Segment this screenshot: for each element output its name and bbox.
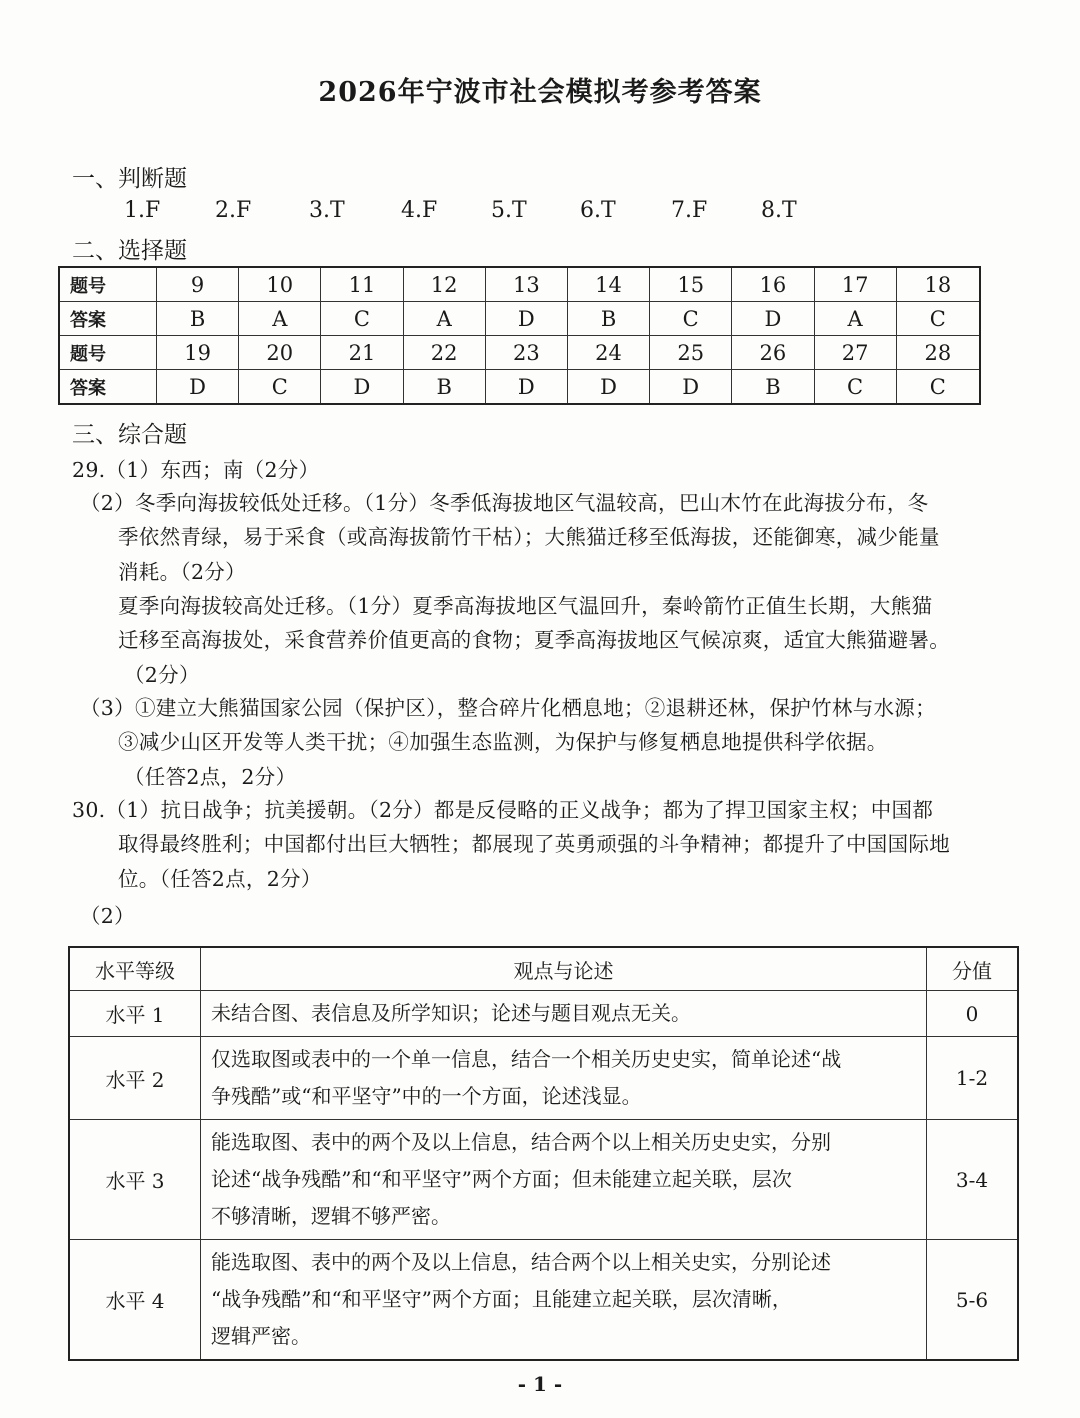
table-cell: D <box>567 370 649 405</box>
answer-line: （2） <box>80 904 135 928</box>
table-row <box>69 1240 1018 1361</box>
table-cell: 22 <box>403 336 485 370</box>
table-cell: 19 <box>157 336 239 370</box>
table-row <box>59 267 980 302</box>
description-line: 仅选取图或表中的一个单一信息，结合一个相关历史史实，简单论述“战 <box>211 1047 842 1071</box>
table-cell: D <box>650 370 732 405</box>
table-cell: A <box>403 302 485 336</box>
level-cell: 水平 4 <box>69 1240 201 1361</box>
table-cell: 12 <box>403 267 485 302</box>
table-cell: 25 <box>650 336 732 370</box>
description-line: 论述“战争残酷”和“和平坚守”两个方面；但未能建立起关联，层次 <box>211 1167 792 1191</box>
table-cell: 27 <box>814 336 896 370</box>
description-line: 未结合图、表信息及所学知识；论述与题目观点无关。 <box>211 1001 691 1025</box>
table-cell: C <box>896 302 980 336</box>
tf-answer: 5.T <box>491 198 527 223</box>
table-cell: 20 <box>239 336 321 370</box>
tf-answer: 2.F <box>215 198 252 223</box>
section1-heading: 一、判断题 <box>72 166 187 192</box>
table-cell: 26 <box>732 336 814 370</box>
answer-line: 夏季向海拔较高处迁移。（1分）夏季高海拔地区气温回升，秦岭箭竹正值生长期，大熊猫 <box>118 594 933 618</box>
table-cell: A <box>814 302 896 336</box>
row-label: 题号 <box>59 267 157 302</box>
table-cell: 11 <box>321 267 403 302</box>
table-cell: D <box>157 370 239 405</box>
section3-heading: 三、综合题 <box>72 422 187 448</box>
tf-answer: 4.F <box>401 198 438 223</box>
row-label: 答案 <box>59 370 157 405</box>
table-row <box>59 302 980 336</box>
tf-answer: 1.F <box>124 198 161 223</box>
description-cell <box>201 1037 927 1120</box>
description-line: 不够清晰，逻辑不够严密。 <box>211 1204 451 1228</box>
column-header: 水平等级 <box>69 947 201 991</box>
page-number: - 1 - <box>517 1372 563 1396</box>
scoring-rubric-table <box>68 946 1019 1361</box>
section2-heading: 二、选择题 <box>72 238 187 264</box>
table-cell: C <box>896 370 980 405</box>
description-line: 能选取图、表中的两个及以上信息，结合两个以上相关史实，分别论述 <box>211 1250 831 1274</box>
table-row <box>69 1037 1018 1120</box>
description-line: 逻辑严密。 <box>211 1324 311 1348</box>
table-cell: C <box>650 302 732 336</box>
table-cell: B <box>403 370 485 405</box>
row-label: 答案 <box>59 302 157 336</box>
answer-line: 取得最终胜利；中国都付出巨大牺牲；都展现了英勇顽强的斗争精神；都提升了中国国际地 <box>118 832 950 856</box>
table-cell: 15 <box>650 267 732 302</box>
table-cell: D <box>485 370 567 405</box>
table-cell: B <box>732 370 814 405</box>
table-cell: C <box>321 302 403 336</box>
table-cell: 18 <box>896 267 980 302</box>
table-cell: C <box>239 370 321 405</box>
page-title: 2026年宁波市社会模拟考参考答案 <box>318 77 762 108</box>
table-cell: A <box>239 302 321 336</box>
answer-line: 位。（任答2点，2分） <box>118 867 322 891</box>
level-cell: 水平 3 <box>69 1120 201 1240</box>
column-header: 分值 <box>927 947 1019 991</box>
column-header: 观点与论述 <box>201 947 927 991</box>
answer-line: （2）冬季向海拔较低处迁移。（1分）冬季低海拔地区气温较高，巴山木竹在此海拔分布，冬 <box>80 491 929 515</box>
tf-answer: 8.T <box>761 198 797 223</box>
answer-line: （2分） <box>124 663 200 687</box>
answer-line: （3）①建立大熊猫国家公园（保护区），整合碎片化栖息地；②退耕还林，保护竹林与水源； <box>80 696 936 720</box>
table-cell: 17 <box>814 267 896 302</box>
table-row <box>69 1120 1018 1240</box>
table-cell: B <box>567 302 649 336</box>
table-cell: 9 <box>157 267 239 302</box>
description-line: 争残酷”或“和平坚守”中的一个方面，论述浅显。 <box>211 1084 642 1108</box>
table-cell: 13 <box>485 267 567 302</box>
score-cell: 5-6 <box>927 1240 1019 1361</box>
row-label: 题号 <box>59 336 157 370</box>
level-cell: 水平 2 <box>69 1037 201 1120</box>
table-header-row <box>69 947 1018 991</box>
table-cell: D <box>485 302 567 336</box>
tf-answer: 3.T <box>309 198 345 223</box>
answer-line: 季依然青绿，易于采食（或高海拔箭竹干枯）；大熊猫迁移至低海拔，还能御寒，减少能量 <box>118 525 940 549</box>
tf-answer: 6.T <box>580 198 616 223</box>
answer-line: 29.（1）东西；南（2分） <box>72 458 320 482</box>
description-cell <box>201 991 927 1037</box>
table-cell: 16 <box>732 267 814 302</box>
table-cell: D <box>321 370 403 405</box>
description-line: 能选取图、表中的两个及以上信息，结合两个以上相关历史史实，分别 <box>211 1130 831 1154</box>
answer-line: （任答2点，2分） <box>124 765 297 789</box>
table-cell: 23 <box>485 336 567 370</box>
table-cell: 24 <box>567 336 649 370</box>
choice-answer-table <box>58 266 981 405</box>
table-row <box>59 336 980 370</box>
score-cell: 1-2 <box>927 1037 1019 1120</box>
answer-line: 消耗。（2分） <box>118 560 246 584</box>
table-row <box>59 370 980 405</box>
answer-line: 30.（1）抗日战争；抗美援朝。（2分）都是反侵略的正义战争；都为了捍卫国家主权；中国都 <box>72 798 934 822</box>
table-cell: C <box>814 370 896 405</box>
table-cell: 10 <box>239 267 321 302</box>
table-cell: D <box>732 302 814 336</box>
table-row <box>69 991 1018 1037</box>
table-cell: 28 <box>896 336 980 370</box>
table-cell: 14 <box>567 267 649 302</box>
level-cell: 水平 1 <box>69 991 201 1037</box>
answer-line: 迁移至高海拔处，采食营养价值更高的食物；夏季高海拔地区气候凉爽，适宜大熊猫避暑。 <box>118 628 950 652</box>
score-cell: 3-4 <box>927 1120 1019 1240</box>
description-cell <box>201 1240 927 1361</box>
score-cell: 0 <box>927 991 1019 1037</box>
description-line: “战争残酷”和“和平坚守”两个方面；且能建立起关联，层次清晰， <box>211 1287 792 1311</box>
table-cell: 21 <box>321 336 403 370</box>
table-cell: B <box>157 302 239 336</box>
answer-line: ③减少山区开发等人类干扰；④加强生态监测，为保护与修复栖息地提供科学依据。 <box>118 730 888 754</box>
description-cell <box>201 1120 927 1240</box>
tf-answer: 7.F <box>671 198 708 223</box>
